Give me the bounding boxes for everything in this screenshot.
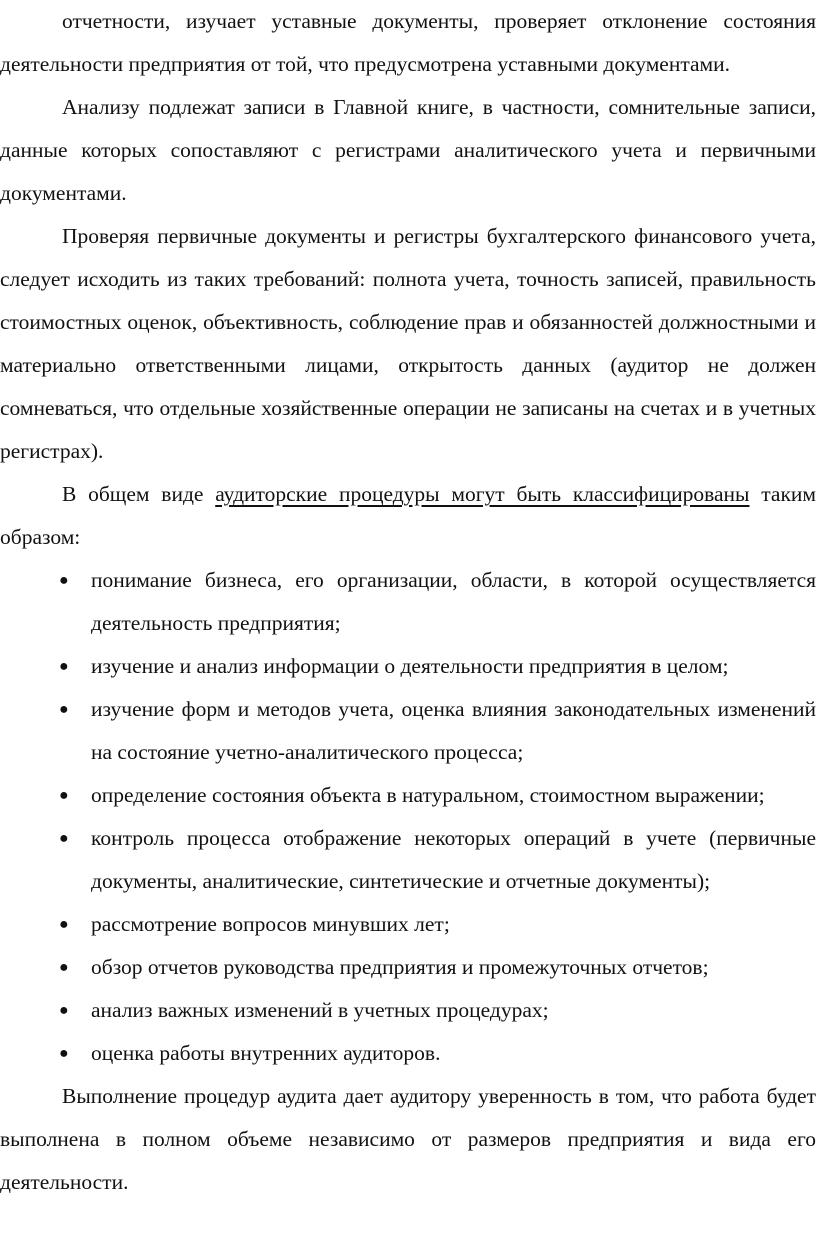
list-item (0, 989, 816, 1032)
list-item-text: изучение форм и методов учета, оценка влияния законодательных изменений на состояние учетно-аналитического процесса; (91, 697, 816, 764)
bullet-icon: ● (59, 701, 69, 718)
bullet-icon: ● (59, 1002, 69, 1019)
list-item-text: понимание бизнеса, его организации, области, в которой осуществляется деятельность предприятия; (91, 568, 816, 635)
paragraph-continuation: отчетности, изучает уставные документы, проверяет отклонение состояния деятельности предприятия от той, что предусмотрена уставными документами. (0, 9, 816, 76)
list-item (0, 1032, 816, 1075)
list-item (0, 688, 816, 774)
paragraph-conclusion: Выполнение процедур аудита дает аудитору уверенность в том, что работа будет выполнена в полном объеме независимо от размеров предприятия и вида его деятельности. (0, 1084, 816, 1194)
list-item (0, 559, 816, 645)
bullet-icon: ● (59, 787, 69, 804)
list-item-text: оценка работы внутренних аудиторов. (91, 1041, 441, 1065)
procedures-list (0, 559, 816, 1075)
list-item-text: изучение и анализ информации о деятельности предприятия в целом; (91, 654, 729, 678)
bullet-icon: ● (59, 1045, 69, 1062)
list-item (0, 817, 816, 903)
list-item-text: анализ важных изменений в учетных процедурах; (91, 998, 549, 1022)
list-item (0, 645, 816, 688)
bullet-icon: ● (59, 916, 69, 933)
classification-lead-text: В общем виде (62, 482, 216, 506)
paragraph-requirements: Проверяя первичные документы и регистры бухгалтерского финансового учета, следует исходить из таких требований: полнота учета, точность записей, правильность стоимостных оценок, объективность, соблюдение прав и обязанностей должностными и материально ответственными лицами, открытость данных (аудитор не должен сомневаться, что отдельные хозяйственные операции не записаны на счетах и в учетных регистрах). (0, 224, 816, 463)
bullet-icon: ● (59, 959, 69, 976)
bullet-icon: ● (59, 658, 69, 675)
list-item-text: рассмотрение вопросов минувших лет; (91, 912, 450, 936)
list-item-text: контроль процесса отображение некоторых операций в учете (первичные документы, аналитические, синтетические и отчетные документы); (91, 826, 816, 893)
list-item (0, 903, 816, 946)
paragraph-main-ledger: Анализу подлежат записи в Главной книге, в частности, сомнительные записи, данные которых сопоставляют с регистрами аналитического учета и первичными документами. (0, 95, 816, 205)
list-item-text: обзор отчетов руководства предприятия и промежуточных отчетов; (91, 955, 709, 979)
list-item (0, 946, 816, 989)
paragraph-classification (0, 473, 816, 559)
classification-tail-text: таким образом: (0, 482, 816, 549)
classification-underlined-text: аудиторские процедуры могут быть классифицированы (215, 482, 750, 506)
list-item (0, 774, 816, 817)
bullet-icon: ● (59, 572, 69, 589)
bullet-icon: ● (59, 830, 69, 847)
list-item-text: определение состояния объекта в натуральном, стоимостном выражении; (91, 783, 765, 807)
